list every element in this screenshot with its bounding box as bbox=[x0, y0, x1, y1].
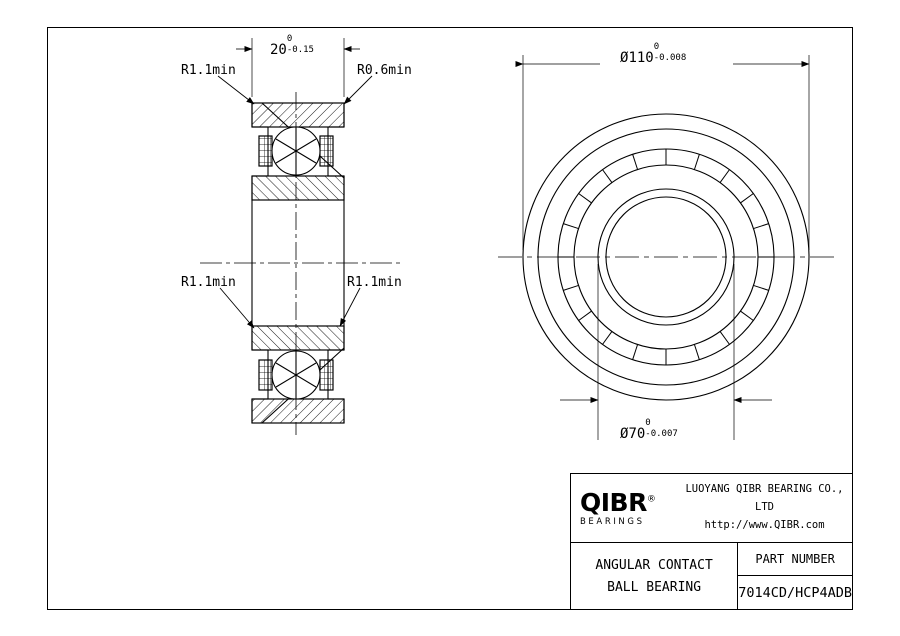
label-r1-bottom-right: R1.1min bbox=[347, 275, 402, 290]
part-number-cell bbox=[738, 543, 852, 610]
product-description-line1: ANGULAR CONTACT bbox=[595, 558, 713, 574]
dimension-bore-tol-lower: -0.007 bbox=[645, 429, 678, 439]
dimension-width-value: 20 bbox=[270, 42, 287, 58]
logo-text: QIBR bbox=[580, 487, 647, 517]
part-number-value: 7014CD/HCP4ADB bbox=[738, 585, 852, 601]
label-r06-top-right: R0.6min bbox=[357, 63, 412, 78]
dimension-bore-value: 70 bbox=[628, 426, 646, 442]
logo-tagline: BEARINGS bbox=[580, 516, 645, 527]
logo-wordmark bbox=[580, 487, 683, 517]
dimension-od-value: 110 bbox=[628, 50, 654, 66]
company-url: http://www.QIBR.com bbox=[704, 518, 825, 531]
dimension-bore-symbol: Ø bbox=[620, 426, 629, 442]
label-r1-bottom-left: R1.1min bbox=[181, 275, 236, 290]
product-description-line2: BALL BEARING bbox=[607, 579, 702, 595]
dimension-od-tol-upper: 0 bbox=[653, 42, 660, 52]
dimension-bore-tol-upper: 0 bbox=[645, 418, 651, 428]
product-description bbox=[571, 543, 738, 610]
dimension-width-tol-lower: -0.15 bbox=[286, 45, 314, 55]
dimension-outer-diameter bbox=[620, 42, 687, 66]
company-name: LUOYANG QIBR BEARING CO., LTD bbox=[685, 483, 844, 514]
dimension-od-tol-lower: -0.008 bbox=[653, 53, 687, 63]
company-logo bbox=[571, 487, 683, 527]
registered-trademark-icon: ® bbox=[646, 494, 656, 505]
title-block bbox=[570, 473, 853, 610]
dimension-width bbox=[270, 34, 317, 58]
part-number-label: PART NUMBER bbox=[738, 543, 852, 576]
dimension-width-tol-upper: 0 bbox=[286, 34, 293, 44]
dimension-od-symbol: Ø bbox=[620, 50, 629, 66]
dimension-bore-diameter bbox=[620, 418, 678, 442]
company-info bbox=[683, 481, 852, 535]
label-r1-top-left: R1.1min bbox=[181, 63, 236, 78]
title-block-body bbox=[571, 543, 852, 610]
title-block-header bbox=[571, 474, 852, 543]
